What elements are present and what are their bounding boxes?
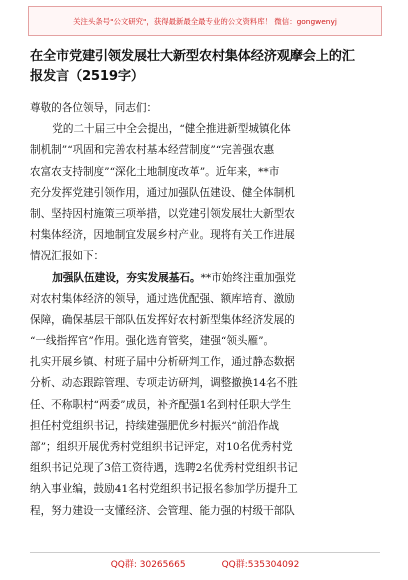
- paragraph-line: 纳入事业编，鼓励41名村党组织书记报名参加学历提升工: [30, 483, 298, 496]
- paragraph-line: 部”；组织开展优秀村党组织书记评定，对10名优秀村党: [30, 441, 293, 453]
- paragraph-line: 组织书记兑现了3倍工资待遇，选聘2名优秀村党组织书记: [30, 462, 298, 475]
- paragraph-line: 扎实开展乡镇、村班子届中分析研判工作，通过静态数据: [30, 356, 295, 369]
- salutation: 尊敬的各位领导，同志们：: [30, 102, 158, 114]
- paragraph-line: 制、坚持因村施策三项举措，以党建引领发展壮大新型农: [30, 207, 295, 220]
- promo-banner-text: 关注头条号"公文研究"，获得最新最全最专业的公文资料库！ 微信：gongwenyj: [73, 16, 337, 26]
- paragraph-line: 对农村集体经济的领导，通过选优配强、额库培育、激励: [30, 292, 295, 305]
- paragraph-line: 分析、动态跟踪管理、专项走访研判，调整撤换14名不胜: [30, 377, 298, 390]
- section-heading-rest: **市始终注重加强党: [200, 271, 296, 284]
- contact-footer: [30, 552, 380, 573]
- promo-banner: [28, 6, 382, 36]
- paragraph-line: 充分发挥党建引领作用，通过加强队伍建设、健全体制机: [30, 186, 295, 199]
- title-line-1: 在全市党建引领发展壮大新型农村集体经济观摩会上的汇: [30, 49, 355, 64]
- paragraph-line: 任、不称职村“两委”成员，补齐配强1名到村任职大学生: [30, 398, 292, 411]
- paragraph-line: “一线指挥官”作用。强化选育管奖，建强“领头雁”。: [30, 335, 275, 348]
- paragraph-line: 村集体经济，因地制宜发展乡村产业。现将有关工作进展: [30, 229, 295, 242]
- qq-group-1: QQ群: 30265665: [110, 559, 186, 570]
- paragraph-line: 党的二十届三中全会提出，“健全推进新型城镇化体: [52, 123, 291, 136]
- paragraph-line: 情况汇报如下：: [30, 250, 105, 263]
- qq-group-2: QQ群:535304092: [221, 559, 300, 570]
- section-heading: 加强队伍建设，夯实发展基石。: [52, 271, 201, 284]
- paragraph-line: 农富农支持制度”“深化土地制度改革”。近年来，**市: [30, 165, 280, 178]
- document-title: [30, 47, 380, 87]
- document-body: [30, 98, 380, 522]
- paragraph-line: 程，努力建设一支懂经济、会管理、能力强的村级干部队: [30, 504, 295, 517]
- title-line-2: 报发言（2519字）: [30, 69, 144, 84]
- paragraph-line: 担任村党组织书记，持续建强肥优乡村振兴“前沿作战: [30, 419, 280, 432]
- paragraph-line: 制机制”“巩固和完善农村基本经营制度”“完善强农惠: [30, 144, 275, 157]
- paragraph-line: 保障，确保基层干部队伍发挥好农村新型集体经济发展的: [30, 313, 295, 326]
- paragraph-line: [30, 268, 380, 289]
